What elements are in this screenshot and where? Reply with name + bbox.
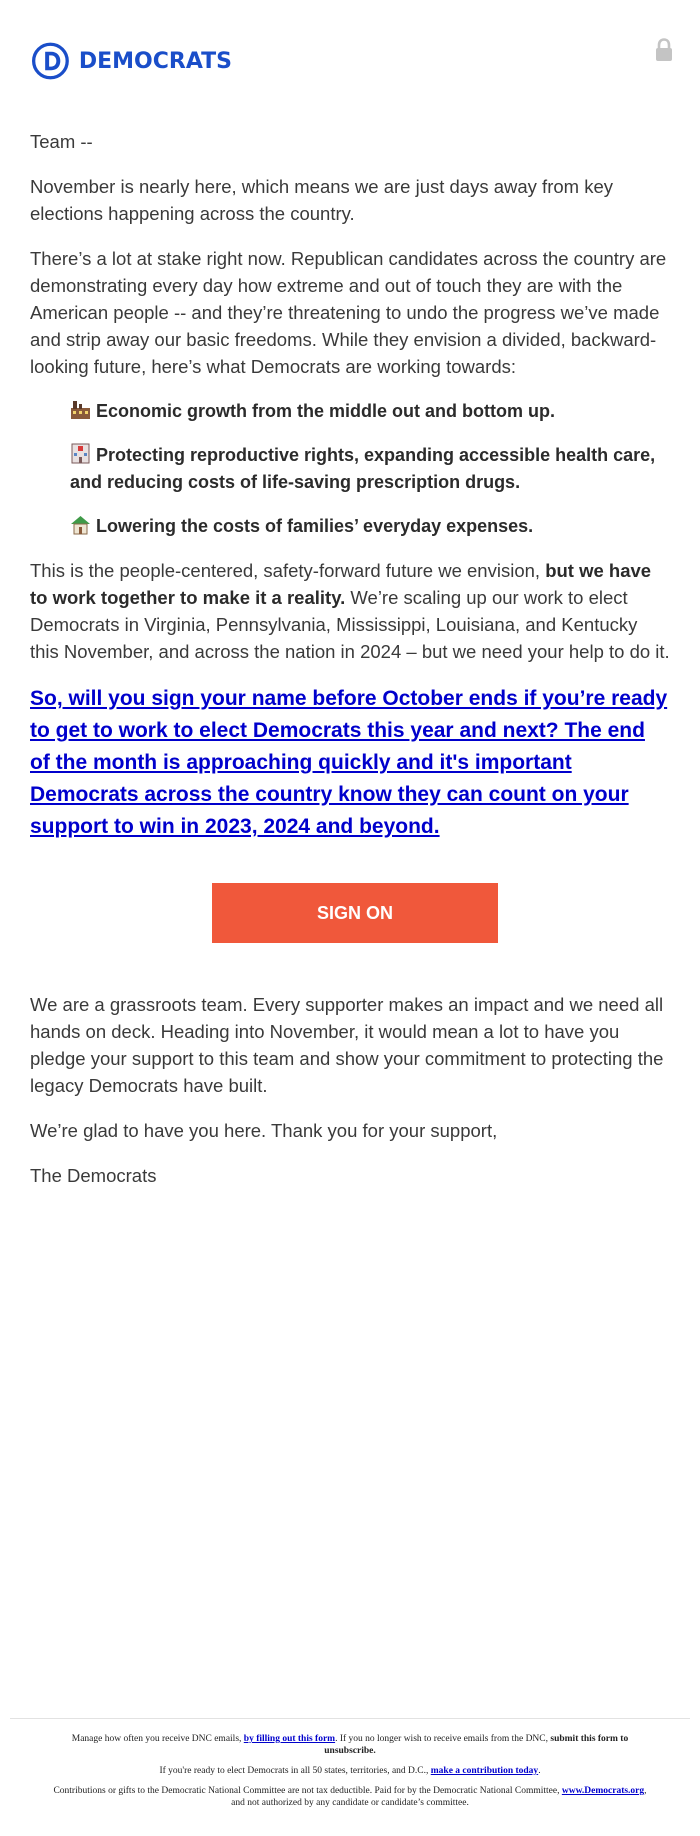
footer-manage-line (10, 1733, 690, 1757)
button-container (30, 883, 670, 943)
intro-paragraph: November is nearly here, which means we are just days away from key elections happening across the country. (30, 176, 613, 224)
logo-wordmark: DEMOCRATS (78, 48, 232, 74)
house-emoji-icon (70, 514, 91, 535)
priorities-list (70, 398, 670, 540)
footer-text: . If you no longer wish to receive emails from the DNC, (335, 1734, 551, 1744)
factory-emoji-icon (70, 399, 91, 420)
work-paragraph-bold: but we have to work together to make it a reality. (30, 560, 652, 608)
work-paragraph-end: We’re scaling up our work to elect Democrats in Virginia, Pennsylvania, Mississippi, Louisiana, and Kentucky this November, and across the nation in 2024 – but we need your help to do it. (30, 587, 670, 662)
work-paragraph-start: This is the people-centered, safety-forward future we envision, (30, 560, 546, 581)
list-item (70, 513, 670, 540)
footer-disclaimer-line (10, 1785, 690, 1809)
work-paragraph (30, 557, 670, 665)
footer-text: Contributions or gifts to the Democratic National Committee are not tax deductible. Paid for by the Democratic National Committee, (53, 1786, 562, 1796)
bullet-text: Lowering the costs of families’ everyday expenses. (96, 516, 534, 536)
footer-text: If you're ready to elect Democrats in all 50 states, territories, and D.C., (159, 1766, 431, 1776)
manage-preferences-link[interactable]: by filling out this form (243, 1734, 336, 1744)
sign-name-link[interactable]: So, will you sign your name before October ends if you’re ready to get to work to elect Democrats this year and next? The end of the month is approaching quickly and it's important Democrats across the country know they can count on your support to win in 2023, 2024 and beyond. (30, 687, 668, 838)
hospital-emoji-icon (70, 443, 91, 464)
email-footer (10, 1718, 690, 1817)
email-header (0, 0, 700, 110)
greeting: Team -- (30, 131, 93, 152)
bullet-text: Protecting reproductive rights, expanding accessible health care, and reducing costs of life-saving prescription drugs. (70, 445, 656, 492)
contribute-link[interactable]: make a contribution today (430, 1766, 539, 1776)
democrats-logo[interactable] (32, 32, 232, 90)
lock-icon (654, 38, 674, 62)
bullet-text: Economic growth from the middle out and bottom up. (96, 401, 555, 421)
signoff: The Democrats (30, 1165, 157, 1186)
sign-on-button[interactable]: SIGN ON (212, 883, 498, 943)
list-item (70, 442, 670, 496)
grassroots-paragraph: We are a grassroots team. Every supporter makes an impact and we need all hands on deck. Heading into November, it would mean a lot to have you pledge your support to this team and show your commitment to protecting the legacy Democrats have built. (30, 994, 664, 1096)
unsubscribe-link[interactable]: submit this form to unsubscribe. (324, 1734, 629, 1756)
d-circle-logo-icon (32, 33, 69, 89)
thank-you-paragraph: We’re glad to have you here. Thank you for your support, (30, 1120, 498, 1141)
footer-text: . (538, 1766, 541, 1776)
list-item (70, 398, 670, 425)
footer-text: , and not authorized by any candidate or candidate’s committee. (231, 1786, 647, 1808)
footer-contribute-line (10, 1765, 690, 1777)
footer-text: Manage how often you receive DNC emails, (71, 1734, 244, 1744)
stakes-paragraph: There’s a lot at stake right now. Republican candidates across the country are demonstrating every day how extreme and out of touch they are with the American people -- and they’re threatening to undo the progress we’ve made and strip away our basic freedoms. While they envision a divided, backward-looking future, here’s what Democrats are working towards: (30, 248, 667, 377)
democrats-website-link[interactable]: www.Democrats.org (561, 1786, 645, 1796)
email-body (30, 128, 670, 1207)
